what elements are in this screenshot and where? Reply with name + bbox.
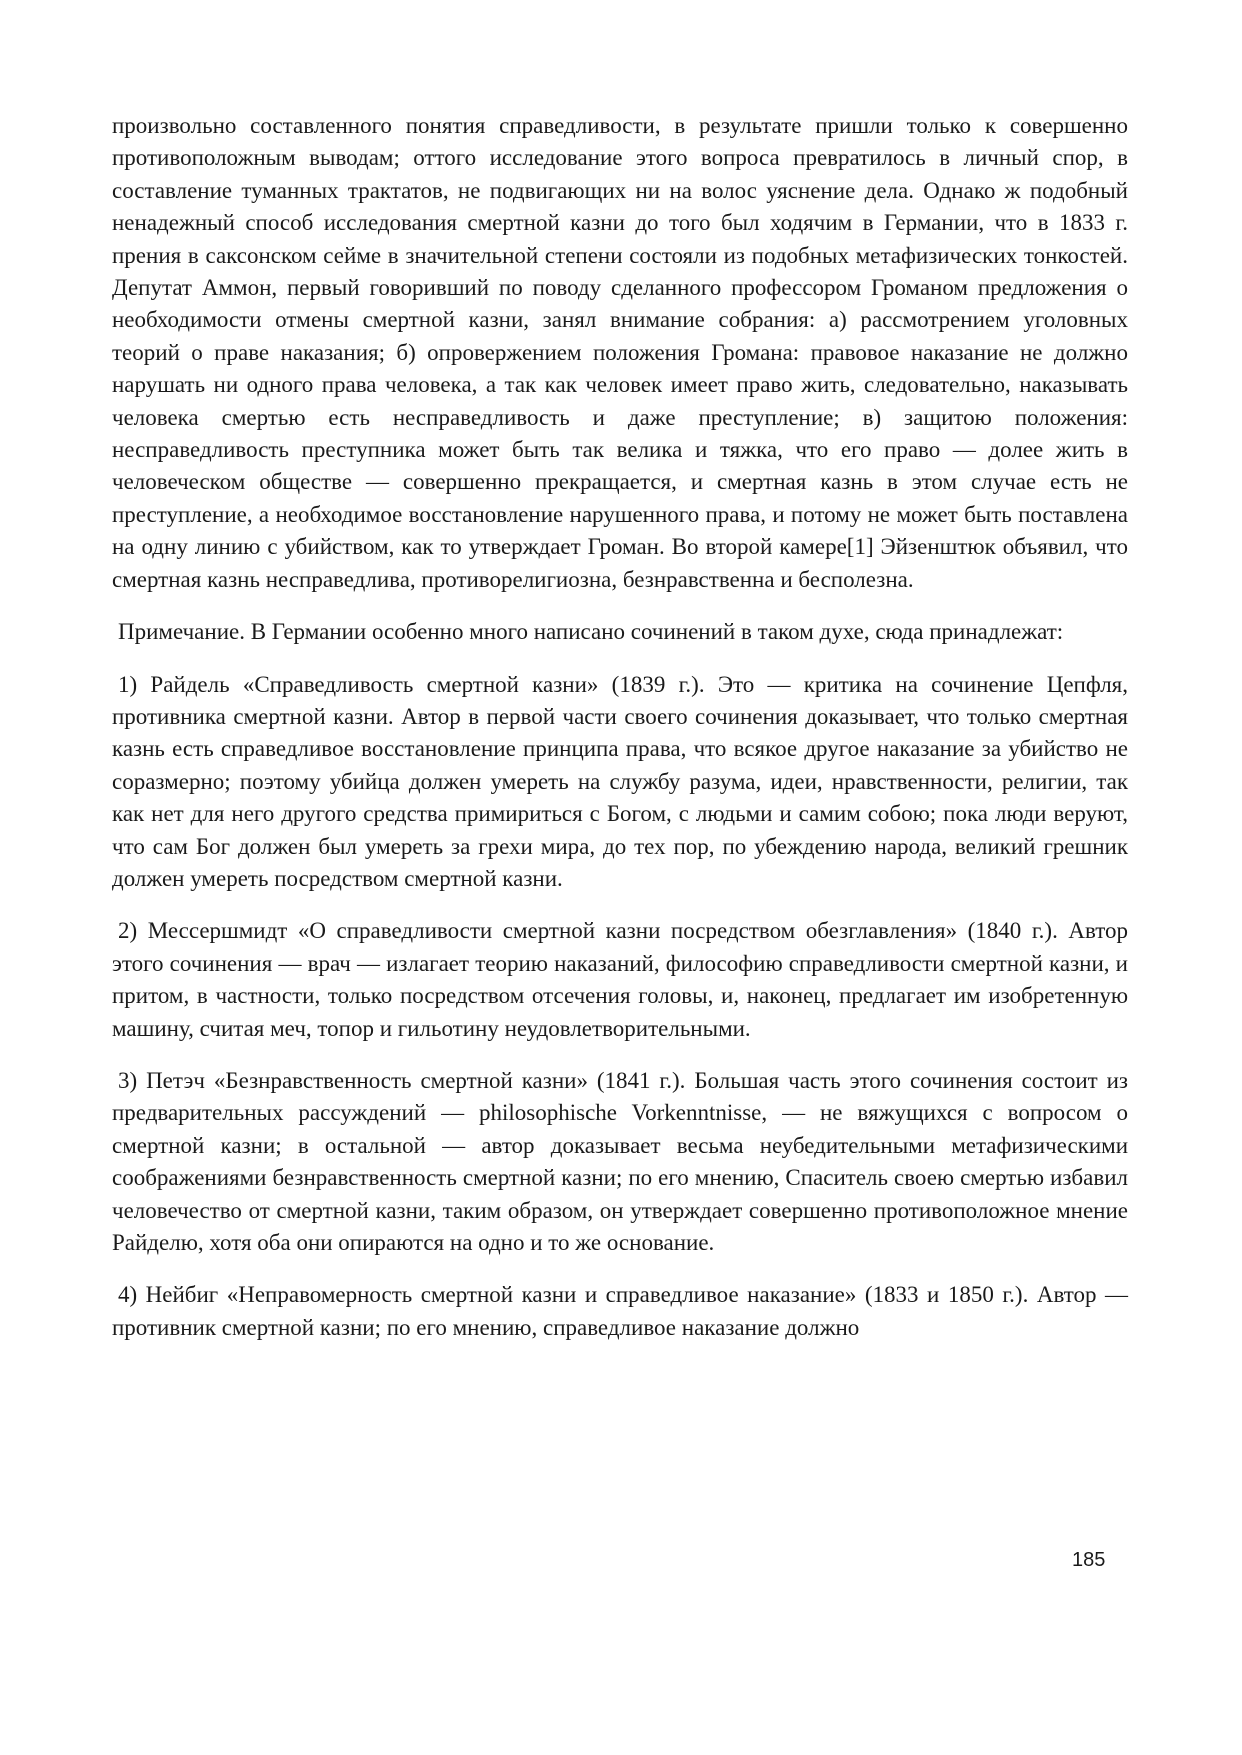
paragraph-continuation: произвольно составленного понятия справедливости, в результате пришли только к совершенно противоположным выводам; оттого исследование этого вопроса превратилось в личный спор, в составление туманных трактатов, не подвигающих ни на волос уяснение дела. Однако ж подобный ненадежный способ исследования смертной казни до того был ходячим в Германии, что в 1833 г. прения в саксонском сейме в значительной степени состояли из подобных метафизических тонкостей. Депутат Аммон, первый говоривший по поводу сделанного профессором Громаном предложения о необходимости отмены смертной казни, занял внимание собрания: а) рассмотрением уголовных теорий о праве наказания; б) опровержением положения Громана: правовое наказание не должно нарушать ни одного права человека, а так как человек имеет право жить, следовательно, наказывать человека смертью есть несправедливость и даже преступление; в) защитою положения: несправедливость преступника может быть так велика и тяжка, что его право — долее жить в человеческом обществе — совершенно прекращается, и смертная казнь в этом случае есть не преступление, а необходимое восстановление нарушенного права, и потому не может быть поставлена на одну линию с убийством, как то утверждает Громан. Во второй камере[1] Эйзенштюк объявил, что смертная казнь несправедлива, противорелигиозна, безнравственна и бесполезна. [112,113,1128,592]
page-number: 185 [1072,1549,1106,1571]
body-text [112,110,1128,1364]
paragraph-item-1: 1) Райдель «Справедливость смертной казни» (1839 г.). Это — критика на сочинение Цепфля, противника смертной казни. Автор в первой части своего сочинения доказывает, что только смертная казнь есть справедливое восстановление принципа права, что всякое другое наказание за убийство не соразмерно; поэтому убийца должен умереть на службу разума, идеи, нравственности, религии, так как нет для него другого средства примириться с Богом, с людьми и самим собою; пока люди веруют, что сам Бог должен был умереть за грехи мира, до тех пор, по убеждению народа, великий грешник должен умереть посредством смертной казни. [112,671,1128,891]
paragraph-item-2: 2) Мессершмидт «О справедливости смертной казни посредством обезглавления» (1840 г.). Автор этого сочинения — врач — излагает теорию наказаний, философию справедливости смертной казни, и притом, в частности, только посредством отсечения головы, и, наконец, предлагает им изобретенную машину, считая меч, топор и гильотину неудовлетворительными. [112,918,1128,1041]
paragraph-note: Примечание. В Германии особенно много написано сочинений в таком духе, сюда принадлежат: [118,619,1064,645]
paragraph-item-4: 4) Нейбиг «Неправомерность смертной казни и справедливое наказание» (1833 и 1850 г.). Автор — противник смертной казни; по его мнению, справедливое наказание должно [112,1282,1128,1340]
paragraph-item-3: 3) Петэч «Безнравственность смертной казни» (1841 г.). Большая часть этого сочинения состоит из предварительных рассуждений — philosophische Vorkenntnisse, — не вяжущихся с вопросом о смертной казни; в остальной — автор доказывает весьма неубедительными метафизическими соображениями безнравственность смертной казни; по его мнению, Спаситель своею смертью избавил человечество от смертной казни, таким образом, он утверждает совершенно противоположное мнение Райделю, хотя оба они опираются на одно и то же основание. [112,1067,1128,1255]
